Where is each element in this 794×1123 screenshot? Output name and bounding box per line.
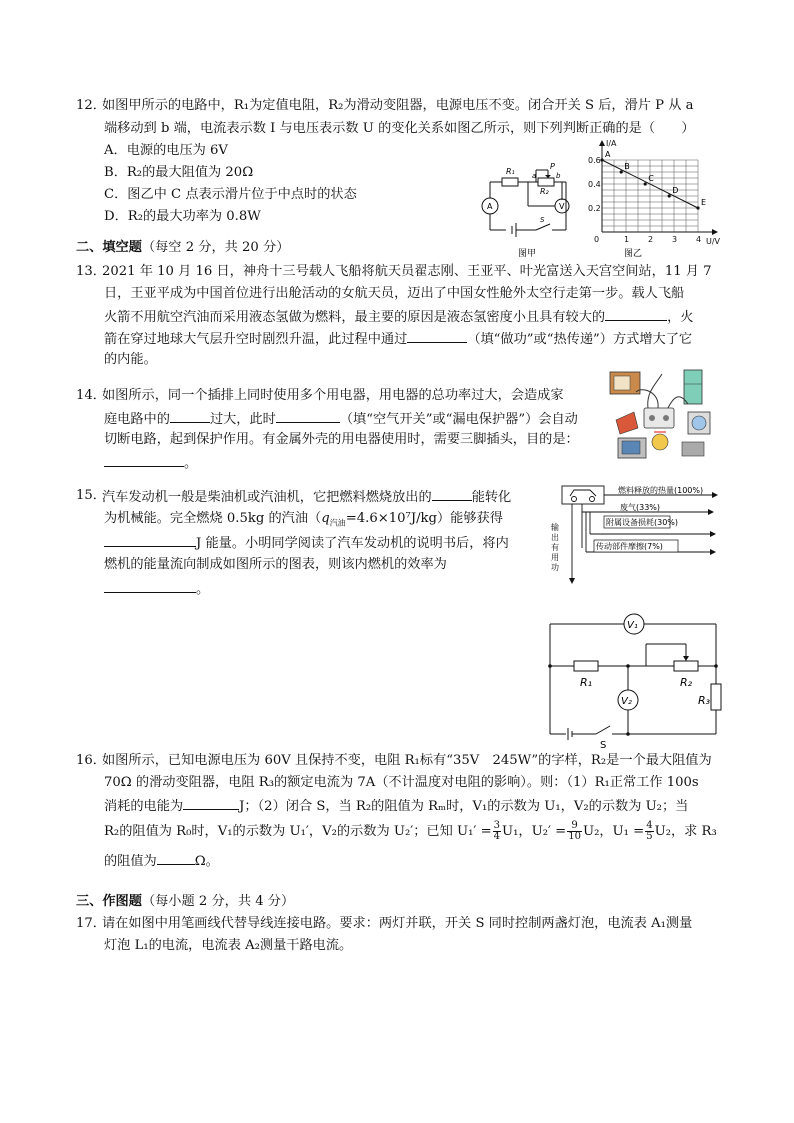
q13-line-3-tail: ，火 [667,310,694,325]
q15-energy-useful-work: 输出有用功 [551,523,559,572]
q16-line-3 [104,795,688,817]
graph-y-tick-label: 0.2 [588,204,601,213]
q13-blank-1[interactable] [605,306,667,321]
graph-point-b [620,170,623,173]
q16-line-5 [104,850,219,872]
q15-blank-3[interactable] [104,578,196,593]
q12-fig1-caption: 图甲 [518,249,537,259]
q16-line-1: 如图所示，已知电源电压为 60V 且保持不变，电阻 R₁标有“35V 245W”的字样，R₂是一个最大阻值为 [102,753,712,768]
section-3-note: （每小题 2 分，共 4 分） [141,894,295,909]
q15-line-2-tail: =4.6×10⁷J/kg）能够获得 [345,511,503,526]
graph-point-label-d: D [672,186,679,195]
q13-blank-2[interactable] [407,328,467,343]
graph-y-tick-label: 0.4 [588,180,601,189]
q16-number: 16． [76,753,106,768]
q16-line-3-tail: J；（2）闭合 S，当 R₂的阻值为 Rₘ时，V₁的示数为 U₁，V₂的示数为 U₂；当 [239,799,689,814]
q17-line-1: 请在如图中用笔画线代替导线连接电路。要求：两灯并联，开关 S 同时控制两盏灯泡，电流表 A₁测量 [102,916,693,931]
q12-label-b: b [556,172,561,180]
q16-fraction-4-5 [645,821,653,842]
q16-label-r2: R₂ [680,676,693,689]
q15-blank-2[interactable] [104,532,196,547]
q16-line-2: 70Ω 的滑动变阻器，电阻 R₃的额定电流为 7A（不计温度对电阻的影响）。则：（1）R₁正常工作 100s [104,775,699,790]
q12-option-c: C．图乙中 C 点表示滑片位于中点时的状态 [104,187,357,202]
q15-line-5-tail: 。 [196,582,210,597]
q16-fraction-9-10 [567,821,582,842]
graph-x-arrow [712,229,718,235]
q16-fraction-3-num: 4 [646,820,653,831]
graph-x-tick-label: 4 [696,235,702,244]
q16-line-4-text: R₂的阻值为 R₀时，V₁的示数为 U₁′，V₂的示数为 U₂′；已知 U₁′ = [104,824,492,839]
q15-energy-waste-gas: 废气(33%) [620,503,661,512]
q15-energy-flow-diagram [548,482,726,592]
q16-line-4-mid-1: U₁，U₂′ = [502,824,567,839]
q14-number: 14． [76,388,106,403]
q15-energy-total: 燃料释放的热量(100%) [618,486,704,495]
q12-option-b: B．R₂的最大阻值为 20Ω [104,165,254,180]
graph-point-d [668,194,671,197]
q13-line-1: 2021 年 10 月 16 日，神舟十三号载人飞船将航天员翟志刚、王亚平、叶光富送入天宫空间站，11 月 7 [102,264,712,279]
q15-line-1-text: 汽车发动机一般是柴油机或汽油机，它把燃料燃烧放出的 [102,490,432,505]
q16-fraction-3-den: 5 [646,831,653,842]
q14-line-2-tail: （填“空气开关”或“漏电保护器”）会自动 [339,412,578,427]
q16-line-3-text: 消耗的电能为 [104,799,184,814]
graph-y-axis-label: I/A [606,139,617,148]
q16-label-s: S [600,740,607,750]
q14-line-2 [104,408,578,430]
q14-line-4 [104,452,197,474]
section-3-heading [76,892,294,912]
q16-label-r1: R₁ [580,676,593,689]
section-2-note: （每空 2 分，共 20 分） [141,240,290,255]
q14-line-1: 如图所示，同一个插排上同时使用多个用电器，用电器的总功率过大，会造成家 [102,388,564,403]
q16-line-5-tail: Ω。 [194,854,219,869]
q13-line-4-tail: （填“做功”或“热传递”）方式增大了它 [467,332,693,347]
q14-line-2-text: 庭电路中的 [104,412,170,427]
q16-fraction-1-den: 4 [493,831,500,842]
q16-line-4-tail: U₂，求 R₃ [654,824,717,839]
q12-label-a: a [532,172,537,180]
q13-line-3-text: 火箭不用航空汽油而采用液态氢做为燃料，最主要的原因是液态氢密度小且具有较大的 [104,310,606,325]
q15-line-2-text: 为机械能。完全燃烧 0.5kg 的汽油（ [104,511,322,526]
q12-circuit-diagram [478,160,578,262]
q15-line-1 [102,486,511,508]
q16-line-4-mid-2: U₂，U₁ = [582,824,645,839]
q15-line-3 [104,532,509,554]
q14-line-3: 切断电路，起到保护作用。有金属外壳的用电器使用时，需要三脚插头，目的是： [104,432,579,447]
q16-circuit-diagram [540,612,726,750]
q15-blank-1[interactable] [432,486,472,501]
q17-line-2: 灯泡 L₁的电流，电流表 A₂测量干路电流。 [104,938,353,953]
graph-x-axis-label: U/V [706,237,721,246]
q16-voltmeter-v2-label: V₂ [621,696,632,707]
q14-overloaded-power-strip-illustration [608,362,716,464]
q13-line-2: 日，王亚平成为中国首位进行出舱活动的女航天员，迈出了中国女性舱外太空行走第一步。载人飞船 [104,286,685,301]
graph-point-label-e: E [701,198,707,207]
graph-y-tick-label: 0.6 [588,156,601,165]
q14-blank-3[interactable] [104,452,184,467]
q15-q-subscript: 汽油 [329,518,346,528]
q15-line-1-tail: 能转化 [471,490,512,505]
q12-number: 12． [76,98,106,113]
graph-point-label-a: A [605,150,611,159]
q15-energy-friction-loss: 传动部件摩擦(7%) [596,542,663,551]
q17-number: 17． [76,916,106,931]
q16-fraction-3-4 [493,821,501,842]
graph-origin-label: 0 [594,235,600,244]
q12-line-1: 如图甲所示的电路中，R₁为定值电阻，R₂为滑动变阻器，电源电压不变。闭合开关 S 后，滑片 P 从 a [102,98,694,113]
q15-energy-attachment-loss: 附属设备损耗(30%) [606,518,679,527]
q16-blank-1[interactable] [183,795,239,810]
q14-blank-2[interactable] [276,408,340,423]
q16-label-r3: R₃ [698,694,711,707]
q14-line-2-mid: 过大，此时 [209,412,276,427]
q12-label-s: S [540,216,545,224]
q13-line-4-text: 箭在穿过地球大气层升空时剧烈升温，此过程中通过 [104,332,408,347]
q16-fraction-2-den: 10 [568,831,581,842]
q15-q-symbol: q [321,511,330,526]
q12-voltmeter-label: V [559,202,565,211]
q13-number: 13． [76,264,106,279]
graph-point-c [644,182,647,185]
q15-line-4: 燃机的能量流向制成如图所示的图表，则该内燃机的效率为 [104,557,447,572]
q16-blank-2[interactable] [157,850,195,865]
q16-line-5-text: 的阻值为 [104,854,157,869]
graph-point-label-c: C [648,174,654,183]
q12-label-r1: R₁ [506,167,515,176]
graph-y-arrow [599,140,605,146]
q14-blank-1[interactable] [170,408,210,423]
q16-fraction-2-num: 9 [567,821,582,832]
q14-line-4-tail: 。 [184,456,198,471]
q16-fraction-1-num: 3 [493,820,500,831]
q15-number: 15． [76,488,106,503]
section-3-title: 三、作图题 [76,894,142,909]
section-2-heading [76,238,289,258]
q12-line-2: 端移动到 b 端，电流表示数 I 与电压表示数 U 的变化关系如图乙所示，则下列判断正确的是（ ） [104,121,695,136]
q13-line-4 [104,328,692,350]
q16-line-4 [104,819,717,845]
q12-fig2-caption: 图乙 [624,249,643,259]
graph-point-e [696,206,699,209]
q12-option-a: A．电源的电压为 6V [104,143,228,158]
q15-line-2 [104,509,503,534]
q12-option-d: D．R₂的最大功率为 0.8W [104,209,261,224]
q15-line-3-text: J 能量。小明同学阅读了汽车发动机的说明书后，将内 [196,536,509,551]
q12-label-r2: R₂ [540,187,549,196]
q12-ammeter-label: A [487,202,493,211]
graph-x-tick-label: 3 [672,235,678,244]
q12-label-p: P [550,162,555,171]
q13-line-3 [104,306,694,328]
q15-line-5 [104,578,209,600]
graph-x-tick-label: 1 [624,235,630,244]
q12-iu-graph [588,136,722,262]
graph-x-tick-label: 2 [648,235,654,244]
q13-line-5: 的内能。 [104,352,157,367]
section-2-title: 二、填空题 [76,240,142,255]
graph-point-label-b: B [624,162,630,171]
q16-voltmeter-v1-label: V₁ [627,620,638,631]
graph-point-a [600,158,603,161]
